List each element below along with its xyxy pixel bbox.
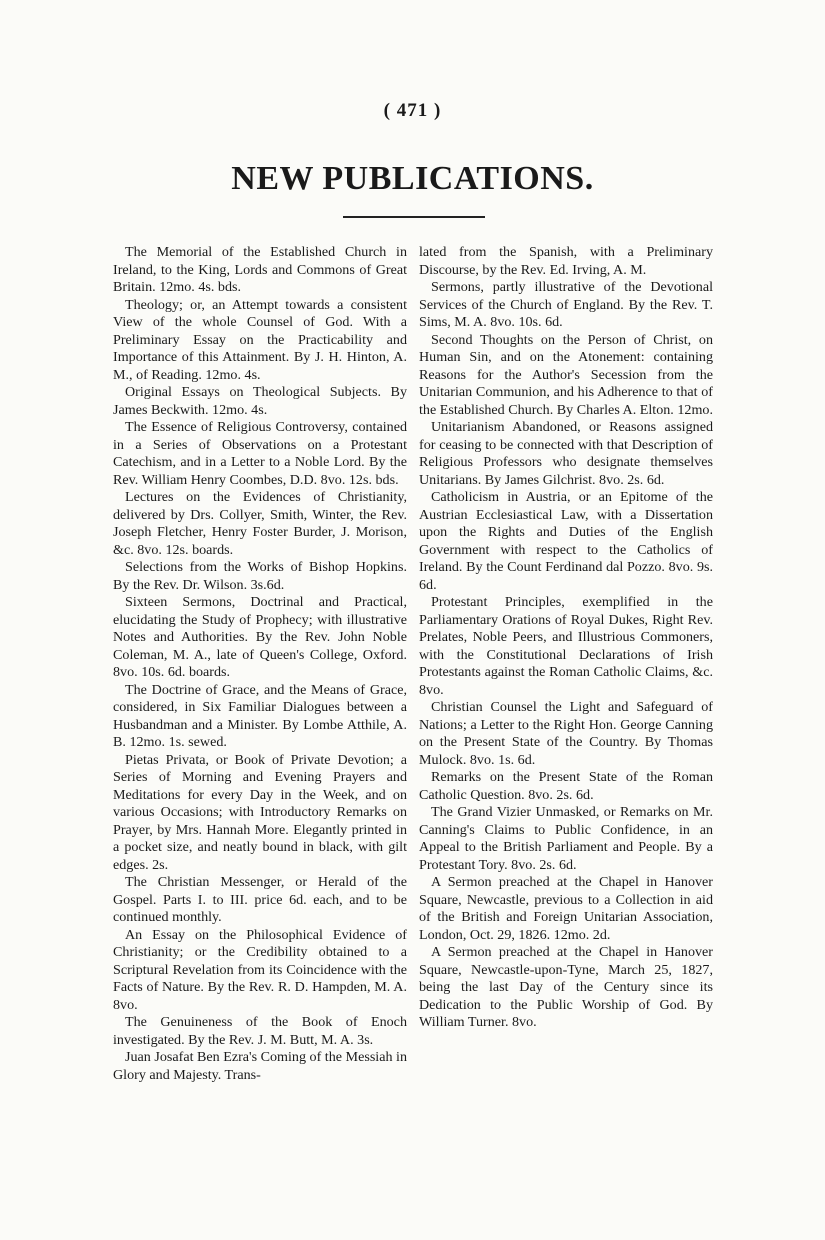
entry: The Grand Vizier Unmasked, or Remarks on Mr. Canning's Claims to Public Confidence, in an Appeal to the British Parliament and People. By a Protestant Tory. 8vo. 2s. 6d. xyxy=(419,804,713,873)
title-rule xyxy=(343,216,485,218)
entry: Lectures on the Evidences of Christianity, delivered by Drs. Collyer, Smith, Winter, the Rev. Joseph Fletcher, Henry Foster Burder, J. Morison, &c. 8vo. 12s. boards. xyxy=(113,489,407,558)
entry: Catholicism in Austria, or an Epitome of the Austrian Ecclesiastical Law, with a Dissertation upon the Rights and Duties of the English Government with respect to the Catholics of Ireland. By the Count Ferdinand dal Pozzo. 8vo. 9s. 6d. xyxy=(419,489,713,593)
page-number: ( 471 ) xyxy=(383,100,442,121)
entry: Sermons, partly illustrative of the Devotional Services of the Church of England. By the Rev. T. Sims, M. A. 8vo. 10s. 6d. xyxy=(419,279,713,330)
entry: The Doctrine of Grace, and the Means of Grace, considered, in Six Familiar Dialogues between a Husbandman and a Minister. By Lombe Atthile, A. B. 12mo. 1s. sewed. xyxy=(113,681,407,750)
left-column xyxy=(113,244,407,1084)
entry: Pietas Privata, or Book of Private Devotion; a Series of Morning and Evening Prayers and Meditations for every Day in the Week, and on various Occasions; with Introductory Remarks on Prayer, by Mrs. Hannah More. Elegantly printed in a pocket size, and neatly bound in black, with gilt edges. 2s. xyxy=(113,751,407,873)
entry: Sixteen Sermons, Doctrinal and Practical, elucidating the Study of Prophecy; with illustrative Notes and Authorities. By the Rev. John Noble Coleman, M. A., late of Queen's College, Oxford. 8vo. 10s. 6d. boards. xyxy=(113,594,407,680)
entry: The Memorial of the Established Church in Ireland, to the King, Lords and Commons of Great Britain. 12mo. 4s. bds. xyxy=(113,244,407,295)
page-title: NEW PUBLICATIONS. xyxy=(231,160,594,197)
entry: Protestant Principles, exemplified in the Parliamentary Orations of Royal Dukes, Right Rev. Prelates, Noble Peers, and Illustrious Commoners, with the Constitutional Declarations of Irish Protestants against the Roman Catholic Claims, &c. 8vo. xyxy=(419,594,713,698)
entry: Theology; or, an Attempt towards a consistent View of the whole Counsel of God. With a Preliminary Essay on the Practicability and Importance of this Attainment. By J. H. Hinton, A. M., of Reading. 12mo. 4s. xyxy=(113,296,407,383)
entry: Juan Josafat Ben Ezra's Coming of the Messiah in Glory and Majesty. Trans- xyxy=(113,1049,408,1083)
entry: Original Essays on Theological Subjects. By James Beckwith. 12mo. 4s. xyxy=(113,384,407,418)
entry: Christian Counsel the Light and Safeguard of Nations; a Letter to the Right Hon. George Canning on the Present State of the Country. By Thomas Mulock. 8vo. 1s. 6d. xyxy=(419,699,713,768)
entry: A Sermon preached at the Chapel in Hanover Square, Newcastle, previous to a Collection in aid of the British and Foreign Unitarian Association, London, Oct. 29, 1826. 12mo. 2d. xyxy=(419,874,713,943)
entry-continuation: lated from the Spanish, with a Preliminary Discourse, by the Rev. Ed. Irving, A. M. xyxy=(419,244,713,278)
entry: Unitarianism Abandoned, or Reasons assigned for ceasing to be connected with that Description of Religious Professors who designate themselves Unitarians. By James Gilchrist. 8vo. 2s. 6d. xyxy=(419,419,713,488)
entry: The Christian Messenger, or Herald of the Gospel. Parts I. to III. price 6d. each, and to be continued monthly. xyxy=(113,874,407,925)
entry: Remarks on the Present State of the Roman Catholic Question. 8vo. 2s. 6d. xyxy=(419,769,713,803)
right-column xyxy=(419,244,713,1032)
entry: The Genuineness of the Book of Enoch investigated. By the Rev. J. M. Butt, M. A. 3s. xyxy=(113,1014,407,1048)
entry: Selections from the Works of Bishop Hopkins. By the Rev. Dr. Wilson. 3s.6d. xyxy=(113,559,407,593)
entry: A Sermon preached at the Chapel in Hanover Square, Newcastle-upon-Tyne, March 25, 1827, being the last Day of the Century since its Dedication to the Public Worship of God. By William Turner. 8vo. xyxy=(419,944,713,1030)
entry: The Essence of Religious Controversy, contained in a Series of Observations on a Protestant Catechism, and in a Letter to a Noble Lord. By the Rev. William Henry Coombes, D.D. 8vo. 12s. bds. xyxy=(113,419,407,488)
entry: Second Thoughts on the Person of Christ, on Human Sin, and on the Atonement: containing Reasons for the Author's Secession from the Unitarian Communion, and his Adherence to that of the Established Church. By Charles A. Elton. 12mo. xyxy=(419,331,713,418)
entry: An Essay on the Philosophical Evidence of Christianity; or the Credibility obtained to a Scriptural Revelation from its Coincidence with the Facts of Nature. By the Rev. R. D. Hampden, M. A. 8vo. xyxy=(113,926,407,1013)
